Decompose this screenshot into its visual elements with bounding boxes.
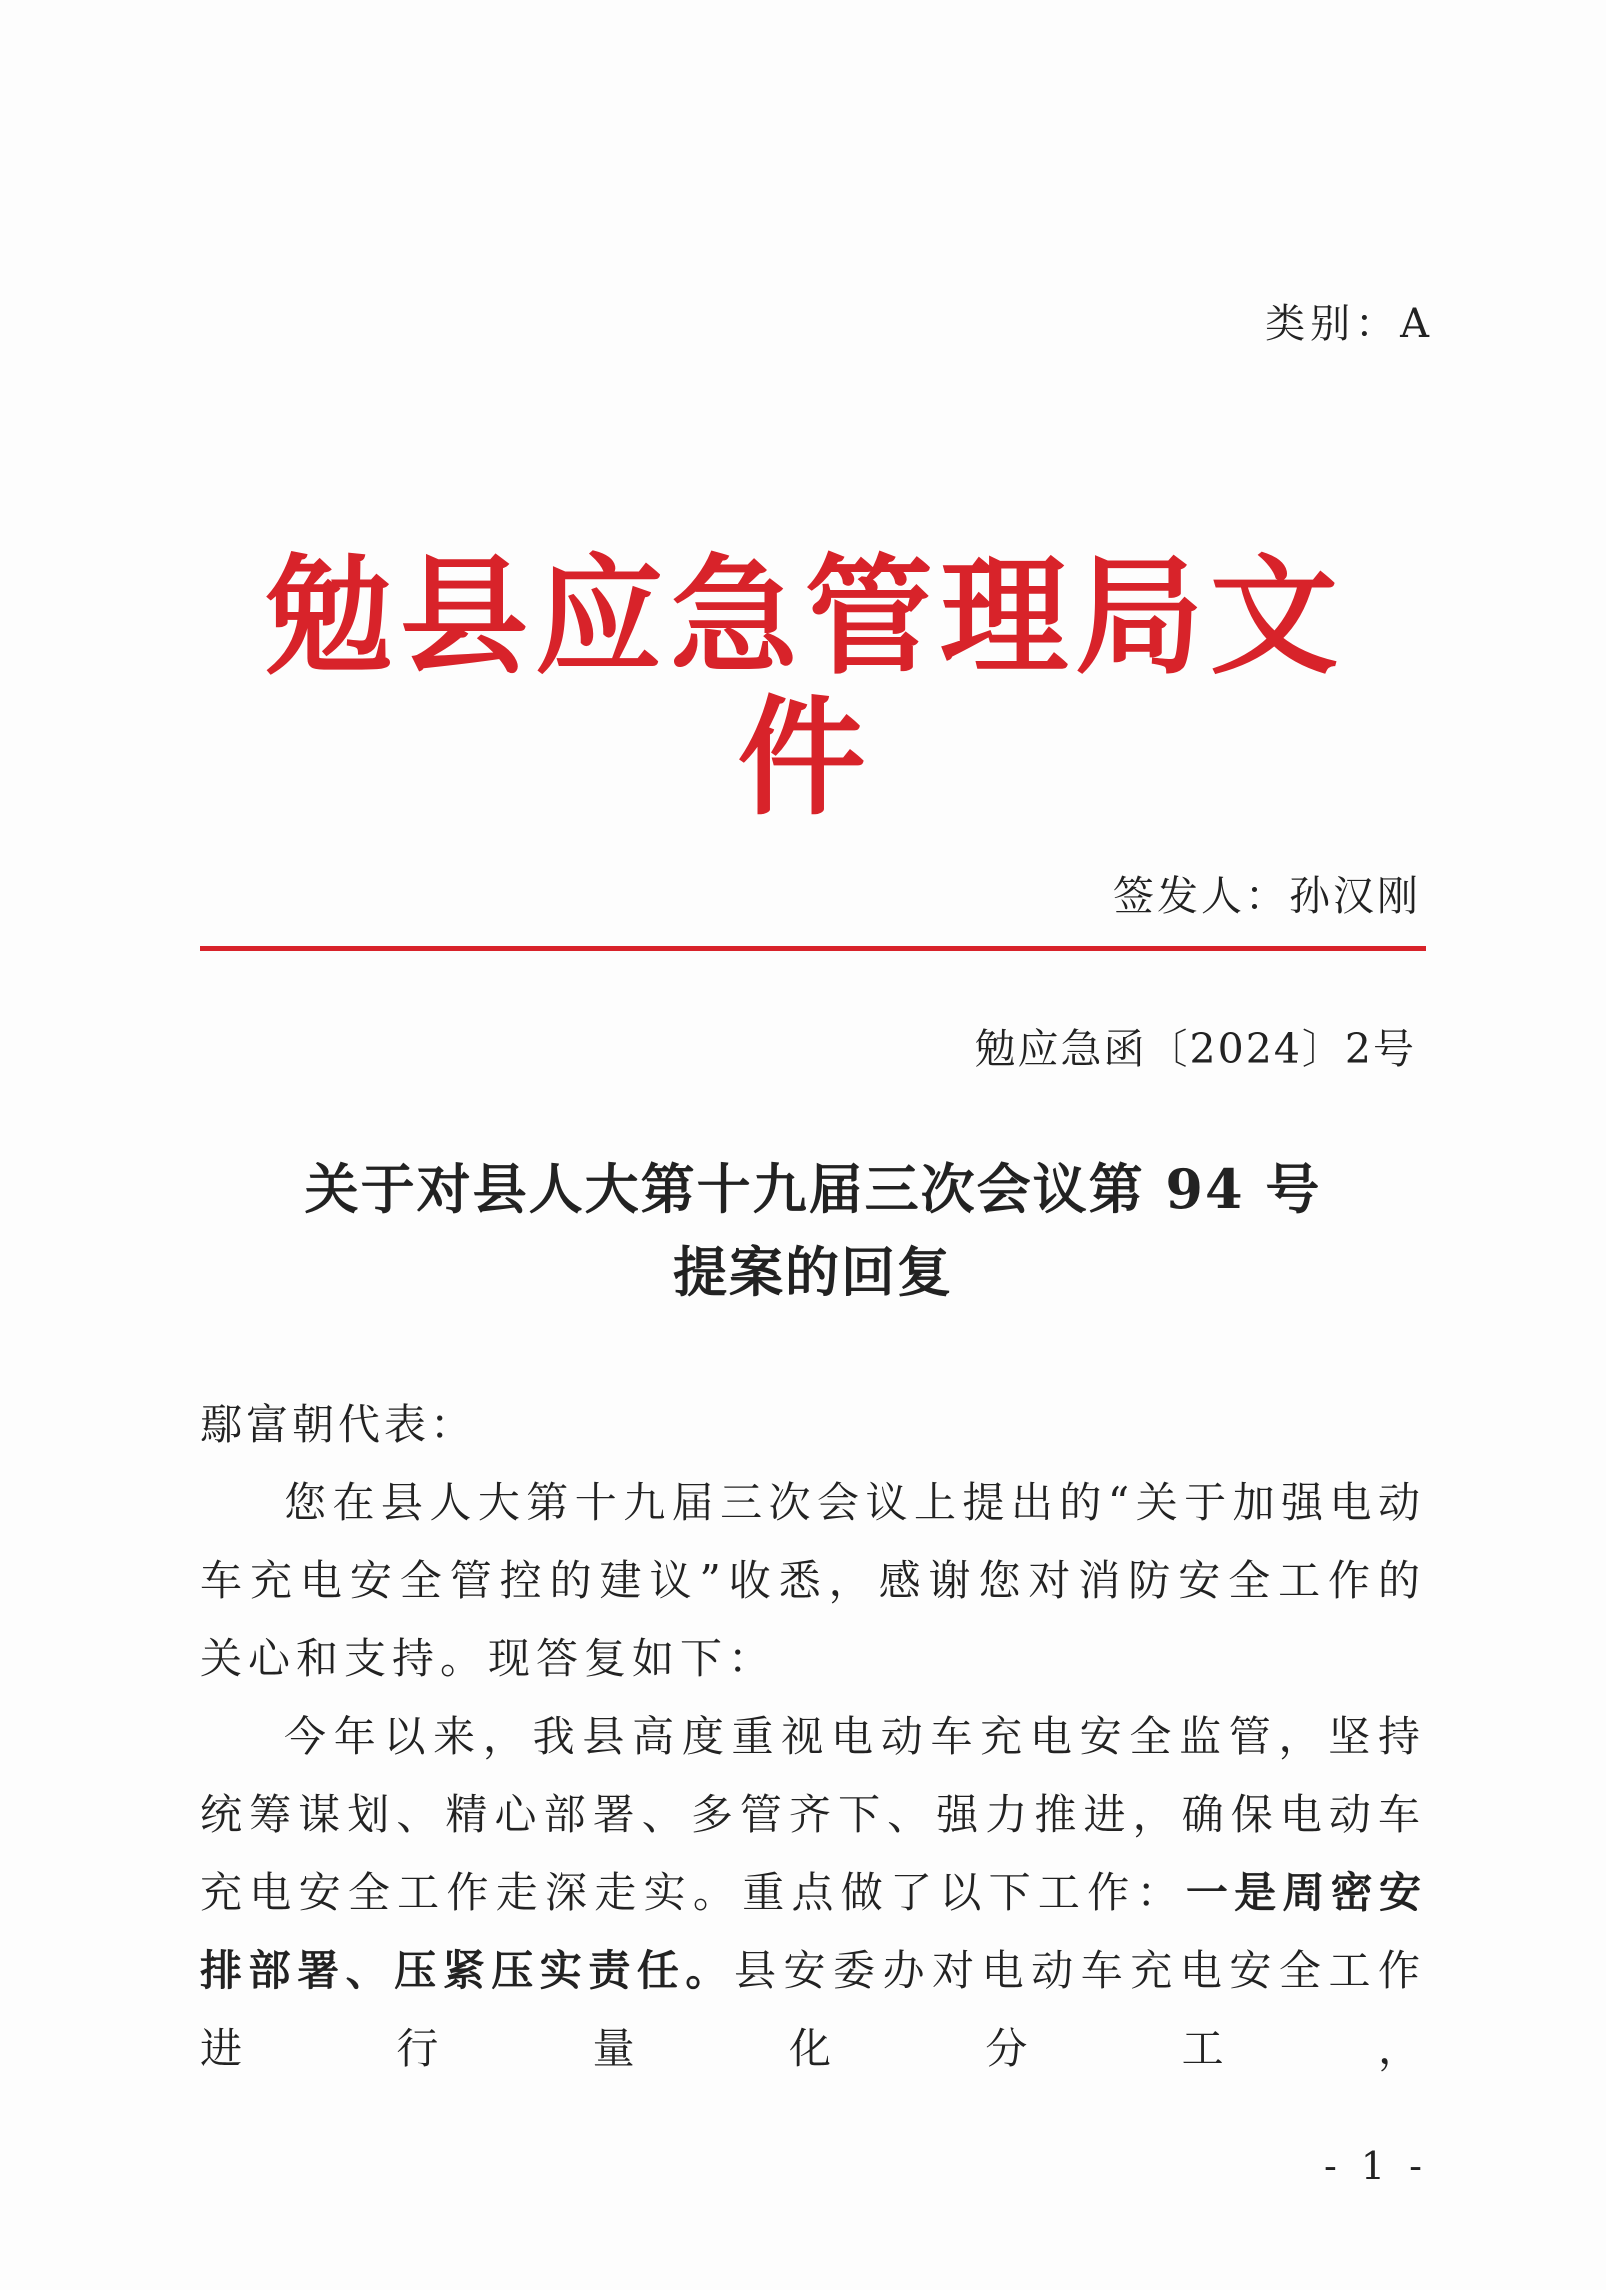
page-number: - 1 -	[1323, 2144, 1428, 2188]
title-line-2: 提案的回复	[673, 1240, 953, 1304]
signer-line: 签发人：孙汉刚	[1113, 872, 1421, 920]
document-masthead: 勉县应急管理局文件	[264, 543, 1345, 833]
title-line-1: 关于对县人大第十九届三次会议第 94 号	[304, 1157, 1322, 1221]
paragraph-1: 您在县人大第十九届三次会议上提出的“关于加强电动车充电安全管控的建议”收悉，感谢您对消防安全工作的关心和支持。现答复如下：	[200, 1478, 1426, 1683]
document-title	[200, 1148, 1426, 1314]
paragraph-2-bold-point: 一是周密安排部署、压紧压实责任。	[200, 1868, 1426, 1995]
document-number: 勉应急函〔2024〕2号	[974, 1025, 1416, 1073]
paragraph-2-intro: 今年以来，我县高度重视电动车充电安全监管，坚持统筹谋划、精心部署、多管齐下、强力推进，确保电动车充电安全工作走深走实。重点做了以下工作：	[200, 1712, 1426, 1917]
document-body	[200, 1386, 1426, 2088]
paragraph-2	[200, 1698, 1426, 2088]
red-divider-rule	[200, 946, 1426, 951]
paragraph-2-rest: 县安委办对电动车充电安全工作进行量化分工，	[200, 1946, 1426, 2073]
salutation: 鄢富朝代表：	[200, 1400, 477, 1449]
category-label: 类别：A	[1265, 301, 1434, 347]
